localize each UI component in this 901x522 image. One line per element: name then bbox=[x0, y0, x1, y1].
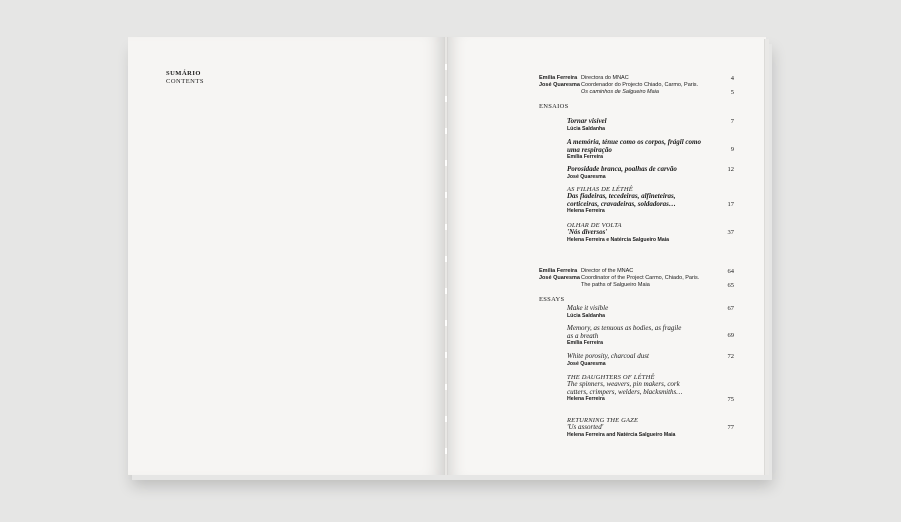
toc-entry-author: Helena Ferreira and Natércia Salgueiro Maia bbox=[567, 431, 676, 438]
binding-stitch bbox=[445, 448, 447, 454]
left-page bbox=[128, 37, 445, 475]
toc-entry bbox=[567, 186, 707, 215]
binding-stitch bbox=[445, 416, 447, 422]
toc-entry-kicker: OLHAR DE VOLTA bbox=[567, 222, 622, 229]
toc-page-number: 65 bbox=[727, 282, 734, 289]
toc-page-number: 12 bbox=[727, 166, 734, 173]
toc-entry-author: Lúcia Saldanha bbox=[567, 312, 606, 319]
toc-page-number: 9 bbox=[730, 146, 734, 153]
section-heading-essays-en: ESSAYS bbox=[539, 296, 565, 303]
toc-entry bbox=[567, 353, 717, 368]
binding-stitch bbox=[445, 64, 447, 70]
toc-entry-title: Memory, as tenuous as bodies, as fragile as a breath bbox=[567, 324, 682, 340]
page-edge bbox=[764, 39, 769, 475]
toc-entry-author: Lúcia Saldanha bbox=[567, 125, 606, 132]
toc-entry-title: Make it visible bbox=[567, 304, 609, 312]
toc-author-role: Coordinator of the Project Carmo, Chiado, Paris. bbox=[581, 275, 700, 281]
toc-entry-kicker: THE DAUGHTERS OF LÉTHÊ bbox=[567, 374, 655, 381]
binding-stitch bbox=[445, 224, 447, 230]
toc-page-number: 64 bbox=[727, 268, 734, 275]
contents-heading-en: CONTENTS bbox=[166, 78, 204, 85]
toc-entry bbox=[567, 374, 695, 403]
toc-entry-author: Helena Ferreira bbox=[567, 208, 605, 214]
toc-entry-title: A memória, ténue como os corpos, frágil como uma respiração bbox=[567, 138, 701, 154]
toc-entry-title: Das fiadeiras, tecedeiras, alfineteiras, corticeiras, cravadeiras, soldadoras… bbox=[567, 192, 676, 208]
toc-entry-author: Helena Ferreira bbox=[567, 396, 605, 402]
toc-page-number: 72 bbox=[727, 353, 734, 360]
toc-page-number: 17 bbox=[727, 201, 734, 208]
contents-heading-pt: SUMÁRIO bbox=[166, 70, 201, 77]
binding-stitch bbox=[445, 96, 447, 102]
toc-entry-title: 'Nós diversos' bbox=[567, 228, 608, 236]
toc-page-number: 77 bbox=[727, 424, 734, 431]
toc-entry-author: José Quaresma bbox=[567, 173, 606, 180]
toc-entry bbox=[567, 417, 717, 439]
toc-entry-author: Helena Ferreira e Natércia Salgueiro Maia bbox=[567, 236, 670, 243]
toc-author-role-cont: The paths of Salgueiro Maia bbox=[581, 282, 650, 288]
binding-stitch bbox=[445, 256, 447, 262]
toc-entry bbox=[567, 325, 687, 347]
toc-author-role: Directora do MNAC bbox=[581, 75, 629, 81]
toc-entry-title: 'Us assorted' bbox=[567, 423, 604, 431]
toc-entry-author: Emília Ferreira bbox=[567, 340, 604, 346]
binding-stitch bbox=[445, 384, 447, 390]
toc-page-number: 69 bbox=[727, 332, 734, 339]
right-page bbox=[447, 37, 766, 475]
toc-page-number: 67 bbox=[727, 305, 734, 312]
toc-entry bbox=[567, 118, 717, 133]
toc-page-number: 37 bbox=[727, 229, 734, 236]
toc-entry-title: Tornar visível bbox=[567, 117, 607, 125]
toc-author-role: Coordenador do Projecto Chiado, Carmo, Paris. bbox=[581, 82, 699, 88]
toc-entry-title: The spinners, weavers, pin makers, cork cutters, crimpers, welders, blacksmiths… bbox=[567, 380, 683, 396]
toc-author-role-cont: Os caminhos de Salgueiro Maia bbox=[581, 89, 659, 95]
binding-stitch bbox=[445, 320, 447, 326]
binding-stitch bbox=[445, 192, 447, 198]
toc-author: José Quaresma bbox=[539, 275, 580, 281]
toc-entry-author: Emília Ferreira bbox=[567, 154, 604, 160]
toc-page-number: 4 bbox=[730, 75, 734, 82]
section-heading-essays-pt: ENSAIOS bbox=[539, 103, 569, 110]
toc-author: José Quaresma bbox=[539, 82, 580, 88]
binding-stitch bbox=[445, 160, 447, 166]
toc-entry bbox=[567, 222, 717, 244]
toc-author-role: Director of the MNAC bbox=[581, 268, 634, 274]
toc-entry-title: Porosidade branca, poalhas de carvão bbox=[567, 165, 677, 173]
toc-entry bbox=[567, 139, 707, 161]
toc-entry bbox=[567, 166, 717, 181]
toc-page-number: 7 bbox=[730, 118, 734, 125]
toc-author: Emília Ferreira bbox=[539, 75, 578, 81]
binding-stitch bbox=[445, 288, 447, 294]
toc-page-number: 75 bbox=[727, 396, 734, 403]
toc-page-number: 5 bbox=[730, 89, 734, 96]
toc-entry-kicker: AS FILHAS DE LÉTHÊ bbox=[567, 186, 633, 193]
toc-entry-title: White porosity, charcoal dust bbox=[567, 352, 649, 360]
toc-author: Emília Ferreira bbox=[539, 268, 578, 274]
binding-stitch bbox=[445, 128, 447, 134]
toc-entry bbox=[567, 305, 717, 320]
toc-entry-author: José Quaresma bbox=[567, 360, 606, 367]
binding-stitch bbox=[445, 352, 447, 358]
toc-entry-kicker: RETURNING THE GAZE bbox=[567, 417, 639, 424]
